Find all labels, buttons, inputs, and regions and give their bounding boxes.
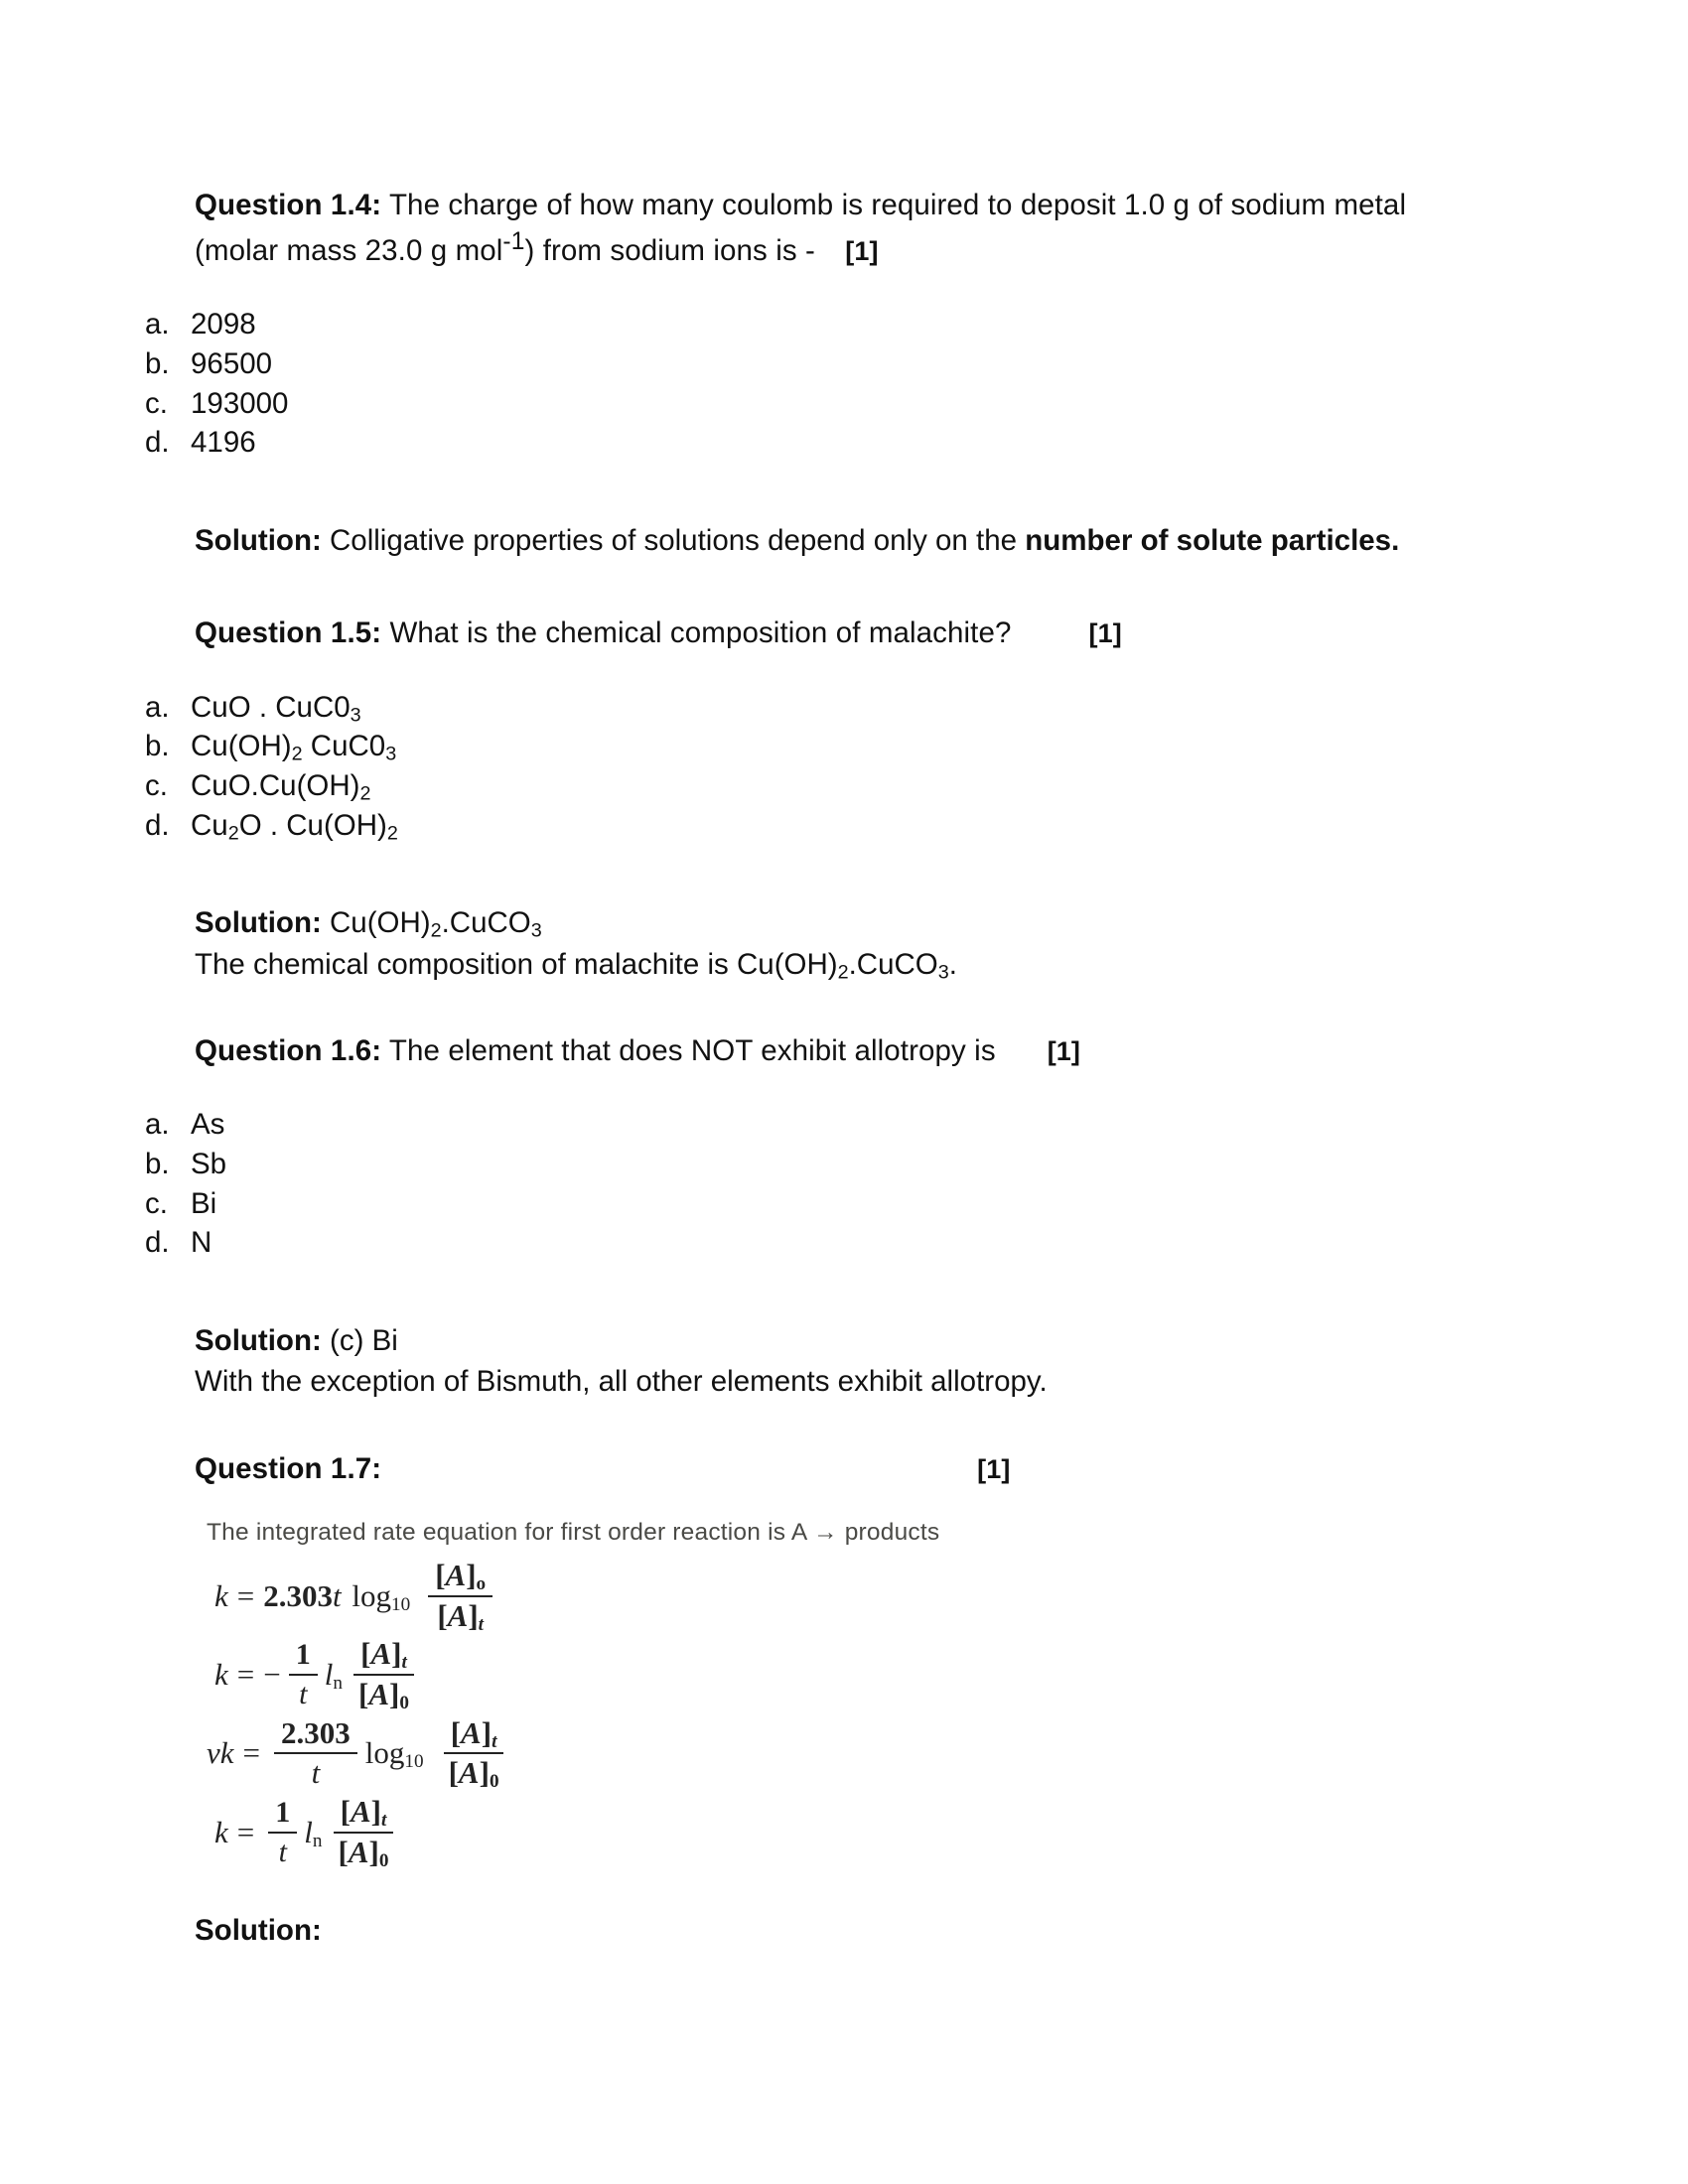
question-1-4-marks: [1] (845, 236, 879, 267)
option-formula: $Cu(OH)_2$ $CuC0_3$ (191, 730, 397, 765)
option-marker: b. (145, 347, 170, 381)
option-item[interactable] (145, 1105, 1495, 1145)
option-item[interactable] (145, 344, 1495, 384)
equation-d-coefficient-fraction: $\frac{1}{t}$ (268, 1796, 297, 1868)
solution-label: Solution: (195, 1913, 322, 1947)
figure-caption: The integrated rate equation for first order reaction is A → products (207, 1518, 940, 1546)
option-marker: d. (145, 808, 170, 842)
question-1-4-options (145, 305, 1495, 463)
solution-label: Solution: (195, 524, 322, 558)
question-1-5-solution-line1 (195, 902, 1495, 943)
equation-b-fraction: $\frac{[A]_t}{[A]_0}$ (352, 1637, 416, 1711)
option-item[interactable] (145, 766, 1495, 806)
question-1-5-solution-line2 (195, 944, 1495, 985)
option-label: 4196 (191, 426, 256, 460)
solution-text: Colligative properties of solutions depend only on the (321, 524, 1026, 558)
question-1-6-marks: [1] (1047, 1035, 1080, 1066)
solution-label: Solution: (195, 906, 322, 940)
option-item[interactable] (145, 688, 1495, 728)
option-marker: c. (145, 769, 168, 803)
option-item[interactable] (145, 1145, 1495, 1184)
option-marker: c. (145, 386, 168, 420)
equation-b-coefficient-fraction: $\frac{1}{t}$ (289, 1638, 318, 1710)
equation-a: k = 2.303 t $\log_{10}$ $\frac{[A]_o}{[A]_t}$ (214, 1559, 1060, 1633)
option-label: N (191, 1226, 212, 1260)
option-label: 96500 (191, 347, 273, 381)
equation-c-coefficient-fraction: $\frac{2.303}{t}$ (274, 1716, 357, 1791)
question-1-4-text-part1: The charge of how many coulomb is required to deposit 1.0 g of sodium metal (molar mass 23.0 g mol (195, 189, 1407, 268)
option-item[interactable] (145, 806, 1495, 846)
solution-formula: $Cu(OH)_2.CuCO_3$ (330, 906, 542, 942)
question-1-7-solution (195, 1910, 1495, 1951)
question-1-5-options (145, 688, 1495, 846)
question-1-5-label: Question 1.5: (195, 616, 382, 650)
rate-equation-figure (207, 1519, 1060, 1870)
option-item[interactable] (145, 305, 1495, 344)
option-marker: a. (145, 1108, 170, 1142)
solution-label: Solution: (195, 1323, 322, 1357)
option-marker: a. (145, 690, 170, 724)
question-1-5-text: What is the chemical composition of malachite? (381, 616, 1012, 650)
page-content (145, 185, 1495, 1951)
question-1-4-prompt (195, 185, 1495, 271)
question-1-6-text: The element that does NOT exhibit allotropy is (381, 1033, 996, 1067)
question-1-4-superscript: -1 (502, 228, 525, 256)
question-1-5-marks: [1] (1088, 618, 1122, 649)
option-marker: d. (145, 426, 170, 460)
option-label: As (191, 1108, 225, 1142)
question-1-7-prompt (195, 1448, 1495, 1489)
option-label: Bi (191, 1186, 217, 1220)
question-1-4-solution (195, 520, 1495, 561)
option-label: Sb (191, 1147, 227, 1180)
option-formula: $CuO.Cu(OH)_2$ (191, 769, 371, 805)
option-item[interactable] (145, 1184, 1495, 1224)
question-1-6-prompt (195, 1030, 1495, 1071)
equation-b: k = − $\frac{1}{t}$ $l_n$ $\frac{[A]_t}{[A]_0}$ (214, 1637, 1060, 1711)
equation-d: k = $\frac{1}{t}$ $l_n$ $\frac{[A]_t}{[A]_0}$ (214, 1795, 1060, 1869)
question-1-6-options (145, 1105, 1495, 1263)
question-1-6-solution-line2: With the exception of Bismuth, all other elements exhibit allotropy. (195, 1365, 1048, 1399)
question-1-7-marks: [1] (977, 1453, 1011, 1484)
solution-emphasis: number of solute particles. (1025, 524, 1400, 558)
question-1-4-label: Question 1.4: (195, 189, 382, 221)
equation-c: v k = $\frac{2.303}{t}$ $\log_{10}$ $\frac{[A]_t}{[A]_0}$ (207, 1716, 1060, 1791)
equation-d-fraction: $\frac{[A]_t}{[A]_0}$ (332, 1795, 396, 1869)
option-item[interactable] (145, 727, 1495, 766)
option-marker: d. (145, 1226, 170, 1260)
option-marker: c. (145, 1186, 168, 1220)
option-label: 193000 (191, 386, 289, 420)
option-formula: $Cu_2O$ . $Cu(OH)_2$ (191, 808, 398, 845)
option-label: 2098 (191, 308, 256, 341)
option-marker: a. (145, 308, 170, 341)
question-1-5-prompt (195, 613, 1495, 653)
question-1-4-text-part2: ) from sodium ions is - (524, 234, 824, 268)
option-item[interactable] (145, 384, 1495, 424)
question-1-6-solution-line1 (195, 1320, 1495, 1361)
question-1-7-label: Question 1.7: (195, 1451, 382, 1485)
option-marker: b. (145, 730, 170, 763)
solution-answer: (c) Bi (321, 1323, 398, 1357)
equation-a-fraction: $\frac{[A]_o}{[A]_t}$ (428, 1559, 492, 1633)
option-item[interactable] (145, 423, 1495, 463)
solution-text: The chemical composition of malachite is $Cu(OH)_2.CuCO_3$. (195, 947, 957, 984)
option-item[interactable] (145, 1223, 1495, 1263)
question-1-6-label: Question 1.6: (195, 1033, 382, 1067)
option-marker: b. (145, 1147, 170, 1180)
option-formula: CuO . $CuC0_3$ (191, 690, 361, 727)
equation-c-fraction: $\frac{[A]_t}{[A]_0}$ (442, 1716, 506, 1791)
